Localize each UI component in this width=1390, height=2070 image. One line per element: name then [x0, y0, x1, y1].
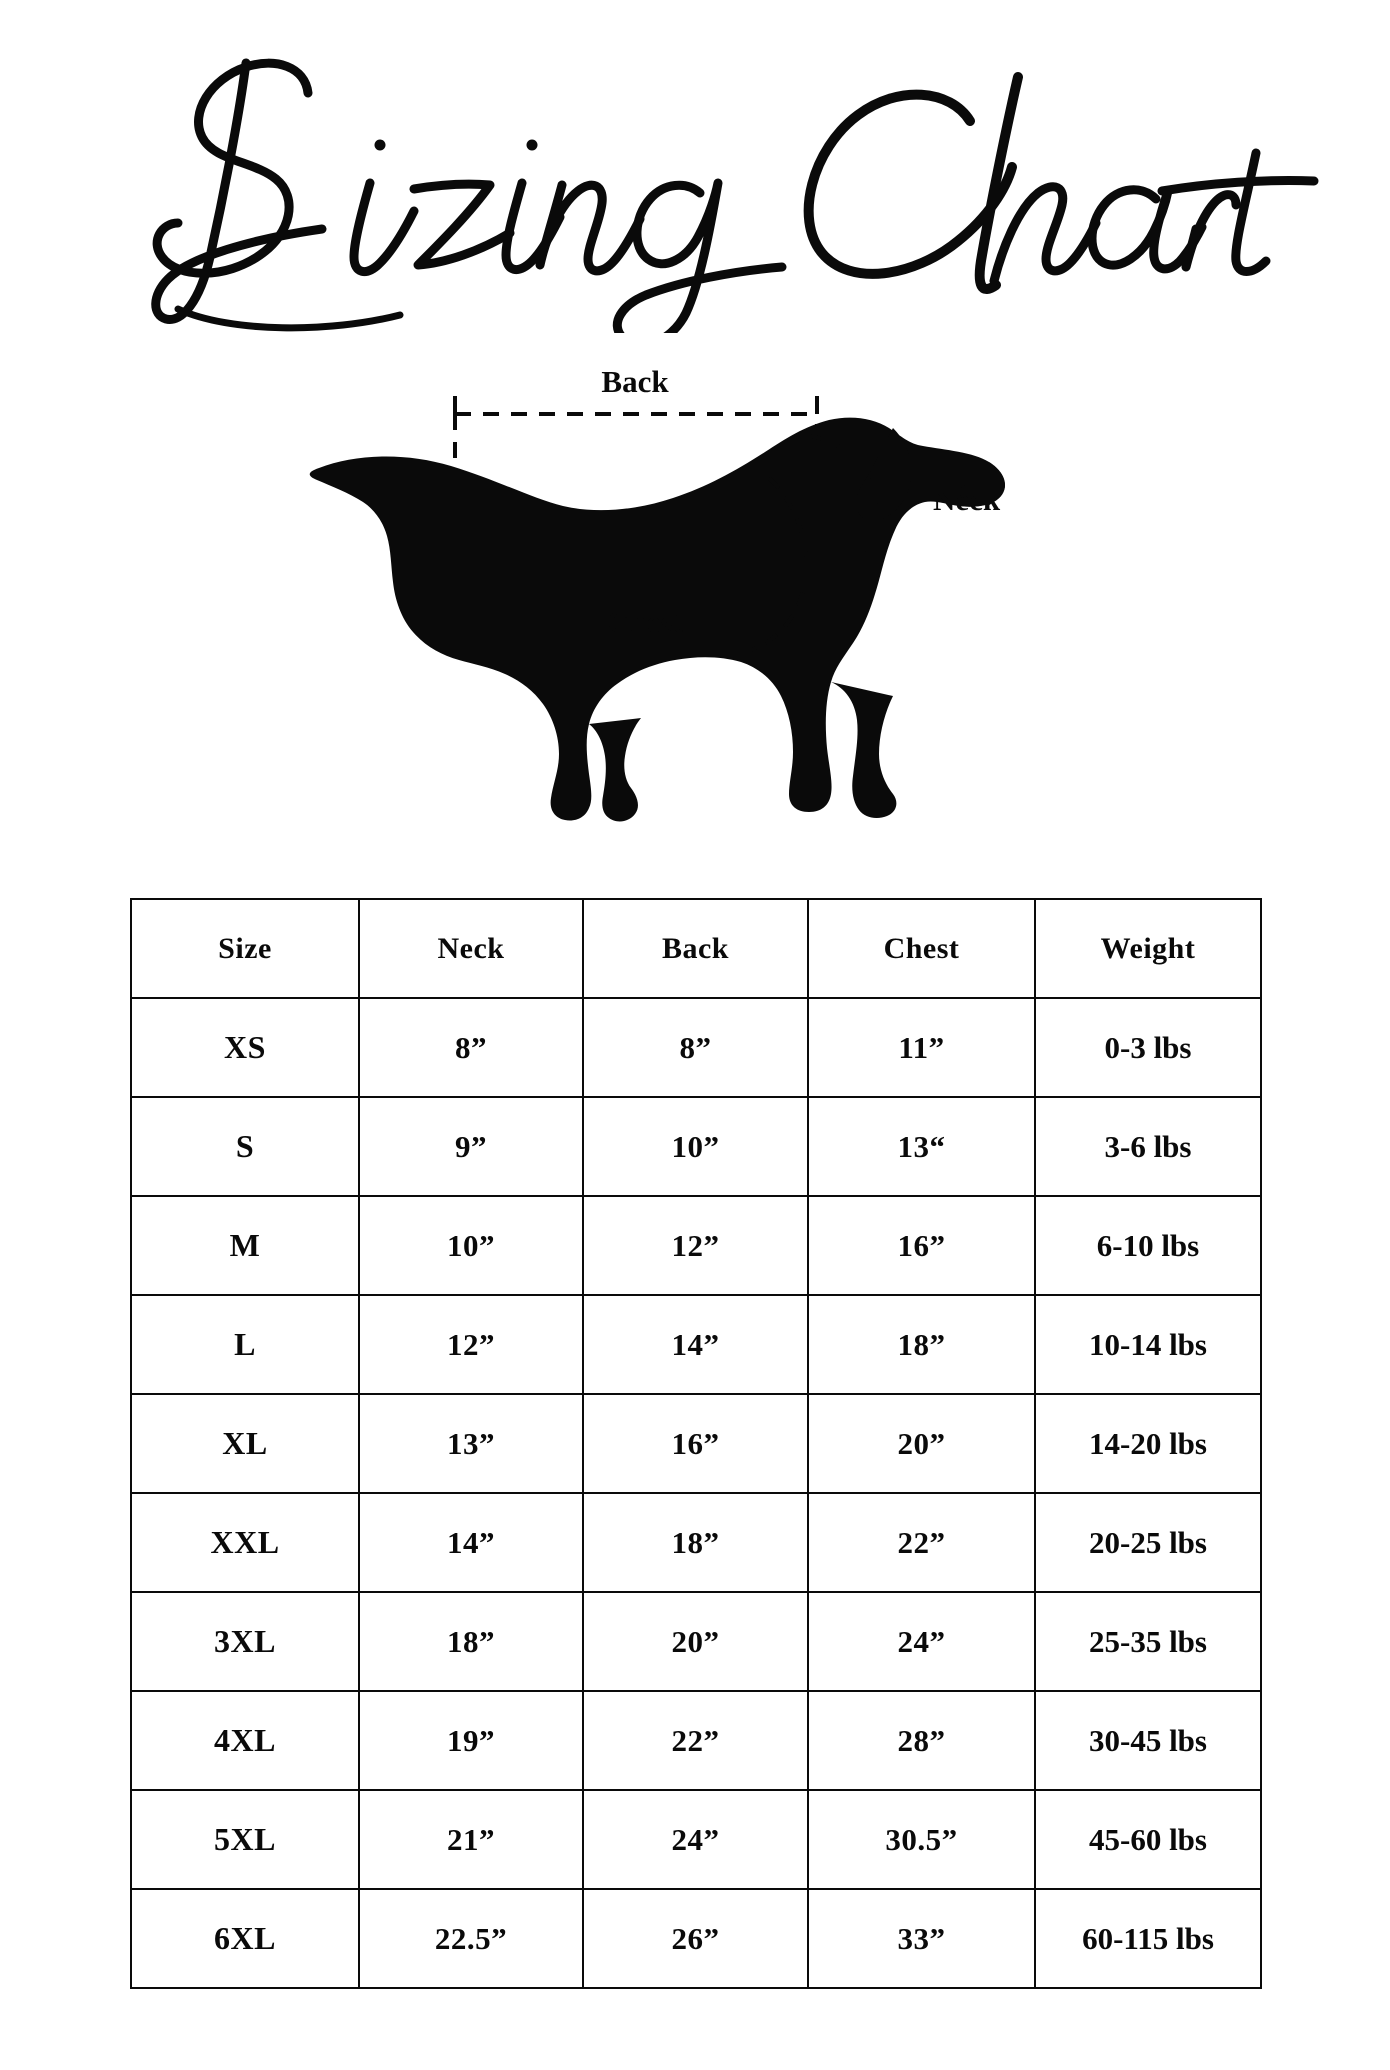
- cell-back: 24”: [583, 1790, 808, 1889]
- table-header-row: [131, 899, 1261, 998]
- cell-size: 3XL: [131, 1592, 359, 1691]
- cell-weight: 20-25 lbs: [1035, 1493, 1261, 1592]
- cell-chest: 24”: [808, 1592, 1035, 1691]
- cell-neck: 19”: [359, 1691, 583, 1790]
- dog-silhouette-svg: [245, 370, 1145, 870]
- cell-back: 20”: [583, 1592, 808, 1691]
- cell-neck: 21”: [359, 1790, 583, 1889]
- cell-neck: 12”: [359, 1295, 583, 1394]
- table-row: [131, 1097, 1261, 1196]
- table-row: [131, 1394, 1261, 1493]
- label-chest: Chest: [607, 604, 683, 639]
- cell-chest: 11”: [808, 998, 1035, 1097]
- column-header-neck: Neck: [359, 899, 583, 998]
- cell-chest: 18”: [808, 1295, 1035, 1394]
- cell-chest: 20”: [808, 1394, 1035, 1493]
- cell-weight: 3-6 lbs: [1035, 1097, 1261, 1196]
- cell-weight: 6-10 lbs: [1035, 1196, 1261, 1295]
- cell-chest: 30.5”: [808, 1790, 1035, 1889]
- column-header-back: Back: [583, 899, 808, 998]
- table-row: [131, 1691, 1261, 1790]
- cell-size: L: [131, 1295, 359, 1394]
- dog-measurement-diagram: [0, 370, 1390, 900]
- column-header-chest: Chest: [808, 899, 1035, 998]
- cell-size: 6XL: [131, 1889, 359, 1988]
- column-header-weight: Weight: [1035, 899, 1261, 998]
- table-row: [131, 1889, 1261, 1988]
- sizing-table: [130, 898, 1262, 1989]
- table-row: [131, 1493, 1261, 1592]
- table-row: [131, 1196, 1261, 1295]
- cell-size: XL: [131, 1394, 359, 1493]
- cell-weight: 0-3 lbs: [1035, 998, 1261, 1097]
- table-row: [131, 1592, 1261, 1691]
- table-row: [131, 998, 1261, 1097]
- page-title: [0, 18, 1390, 348]
- cell-weight: 14-20 lbs: [1035, 1394, 1261, 1493]
- cell-back: 26”: [583, 1889, 808, 1988]
- cell-chest: 22”: [808, 1493, 1035, 1592]
- cell-weight: 30-45 lbs: [1035, 1691, 1261, 1790]
- cell-chest: 33”: [808, 1889, 1035, 1988]
- cell-size: 5XL: [131, 1790, 359, 1889]
- cell-back: 8”: [583, 998, 808, 1097]
- cell-back: 12”: [583, 1196, 808, 1295]
- label-neck: Neck: [933, 482, 1001, 517]
- cell-neck: 8”: [359, 998, 583, 1097]
- table-row: [131, 1790, 1261, 1889]
- cell-weight: 60-115 lbs: [1035, 1889, 1261, 1988]
- sizing-table-container: [130, 898, 1260, 1989]
- title-script-lettering: [70, 33, 1320, 333]
- cell-neck: 22.5”: [359, 1889, 583, 1988]
- cell-back: 10”: [583, 1097, 808, 1196]
- cell-chest: 28”: [808, 1691, 1035, 1790]
- cell-back: 18”: [583, 1493, 808, 1592]
- cell-neck: 18”: [359, 1592, 583, 1691]
- cell-neck: 10”: [359, 1196, 583, 1295]
- cell-size: M: [131, 1196, 359, 1295]
- cell-weight: 45-60 lbs: [1035, 1790, 1261, 1889]
- cell-neck: 9”: [359, 1097, 583, 1196]
- cell-back: 22”: [583, 1691, 808, 1790]
- cell-chest: 13“: [808, 1097, 1035, 1196]
- table-row: [131, 1295, 1261, 1394]
- cell-weight: 10-14 lbs: [1035, 1295, 1261, 1394]
- cell-neck: 13”: [359, 1394, 583, 1493]
- cell-size: XXL: [131, 1493, 359, 1592]
- cell-weight: 25-35 lbs: [1035, 1592, 1261, 1691]
- cell-size: XS: [131, 998, 359, 1097]
- column-header-size: Size: [131, 899, 359, 998]
- label-back: Back: [601, 370, 669, 399]
- cell-size: 4XL: [131, 1691, 359, 1790]
- cell-back: 14”: [583, 1295, 808, 1394]
- cell-size: S: [131, 1097, 359, 1196]
- cell-chest: 16”: [808, 1196, 1035, 1295]
- cell-neck: 14”: [359, 1493, 583, 1592]
- cell-back: 16”: [583, 1394, 808, 1493]
